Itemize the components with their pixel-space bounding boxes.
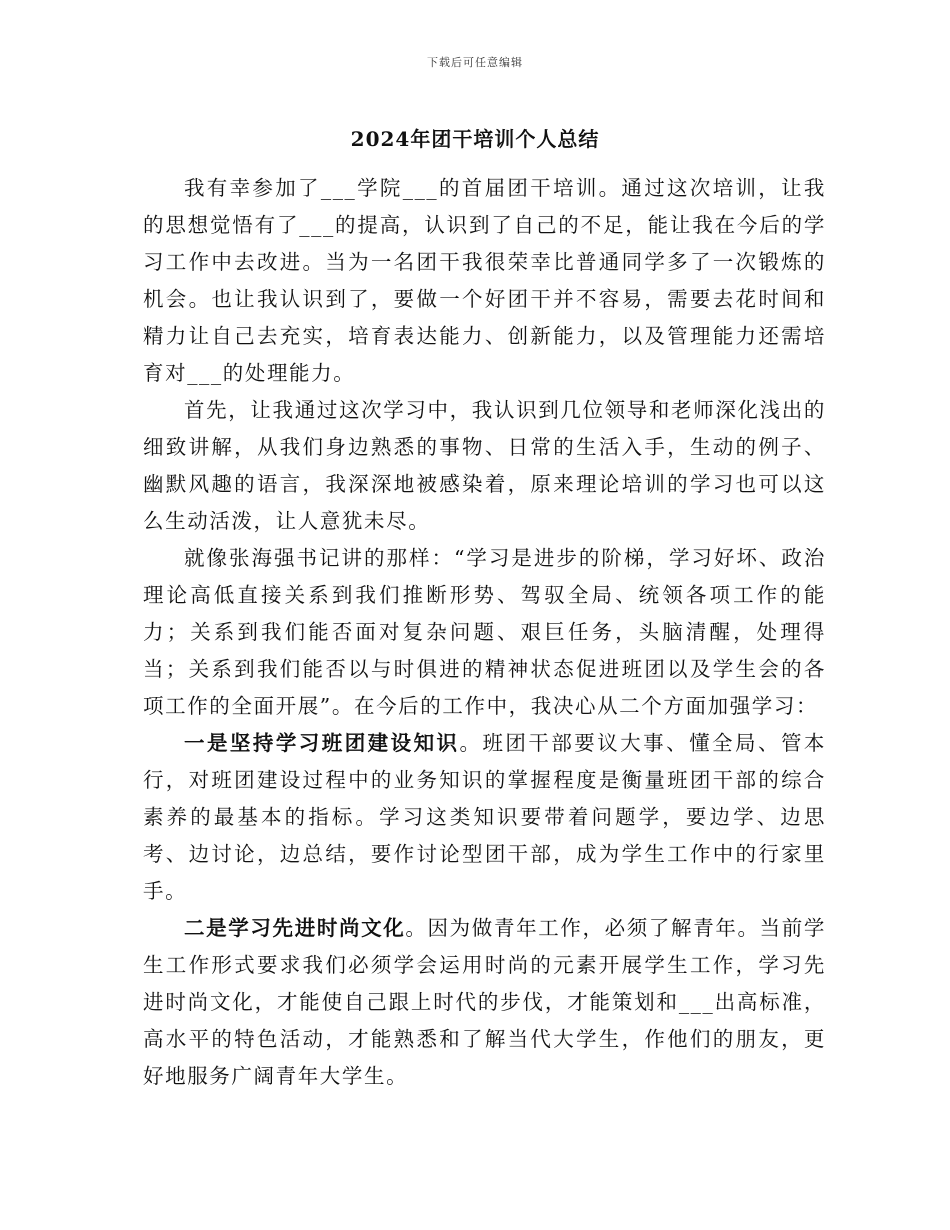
paragraph-text: 首先，让我通过这次学习中，我认识到几位领导和老师深化浅出的细致讲解，从我们身边熟悉的事物、日常的生活入手，生动的例子、幽默风趣的语言，我深深地被感染着，原来理论培训的学习也可以这么生动活泼，让人意犹未尽。 bbox=[143, 398, 826, 533]
paragraph-text: 。班团干部要议大事、懂全局、管本行，对班团建设过程中的业务知识的掌握程度是衡量班团干部的综合素养的最基本的指标。学习这类知识要带着问题学，要边学、边思考、边讨论，边总结，要作讨论型团干部，成为学生工作中的行家里手。 bbox=[143, 731, 826, 903]
paragraph-5 bbox=[143, 910, 826, 1095]
document-body bbox=[143, 170, 826, 1095]
paragraph-lead: 一是坚持学习班团建设知识 bbox=[184, 731, 460, 755]
paragraph-1 bbox=[143, 170, 826, 392]
paragraph-3 bbox=[143, 540, 826, 725]
header-note: 下载后可任意编辑 bbox=[427, 56, 523, 69]
paragraph-lead: 二是学习先进时尚文化 bbox=[184, 916, 406, 940]
paragraph-4 bbox=[143, 725, 826, 910]
paragraph-2 bbox=[143, 392, 826, 540]
paragraph-text: 我有幸参加了___学院___的首届团干培训。通过这次培训，让我的思想觉悟有了___的提高，认识到了自己的不足，能让我在今后的学习工作中去改进。当为一名团干我很荣幸比普通同学多了一次锻炼的机会。也让我认识到了，要做一个好团干并不容易，需要去花时间和精力让自己去充实，培育表达能力、创新能力，以及管理能力还需培育对___的处理能力。 bbox=[143, 176, 826, 385]
paragraph-text: 。因为做青年工作，必须了解青年。当前学生工作形式要求我们必须学会运用时尚的元素开展学生工作，学习先进时尚文化，才能使自己跟上时代的步伐，才能策划和___出高标准，高水平的特色活动，才能熟悉和了解当代大学生，作他们的朋友，更好地服务广阔青年大学生。 bbox=[143, 916, 826, 1088]
paragraph-text: 就像张海强书记讲的那样：“学习是进步的阶梯，学习好坏、政治理论高低直接关系到我们推断形势、驾驭全局、统领各项工作的能力；关系到我们能否面对复杂问题、艰巨任务，头脑清醒，处理得当；关系到我们能否以与时俱进的精神状态促进班团以及学生会的各项工作的全面开展”。在今后的工作中，我决心从二个方面加强学习： bbox=[143, 546, 826, 718]
document-title: 2024年团干培训个人总结 bbox=[350, 127, 600, 151]
